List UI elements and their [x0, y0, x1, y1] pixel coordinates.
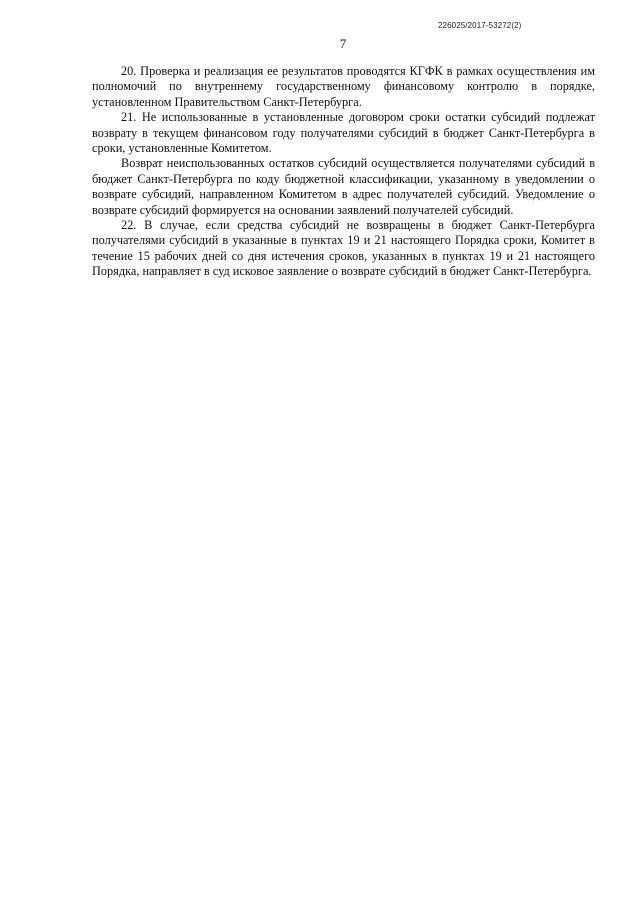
paragraph-21-return: Возврат неиспользованных остатков субсидий осуществляется получателями субсидий в бюджет Санкт-Петербурга по коду бюджетной классификации, указанному в уведомлении о возврате субсидий, направленном Комитетом в адрес получателей субсидий. Уведомление о возврате субсидий формируется на основании заявлений получателей субсидий. [92, 156, 595, 217]
document-body [92, 64, 595, 280]
paragraph-20: 20. Проверка и реализация ее результатов проводятся КГФК в рамках осуществления им полномочий по внутреннему государственному финансовому контролю в порядке, установленном Правительством Санкт-Петербурга. [92, 64, 595, 109]
page-number: 7 [339, 36, 347, 51]
paragraph-21: 21. Не использованные в установленные договором сроки остатки субсидий подлежат возврату в текущем финансовом году получателями субсидий в бюджет Санкт-Петербурга в сроки, установленные Комитетом. [92, 110, 595, 156]
document-id: 226025/2017-53272(2) [438, 21, 522, 30]
paragraph-22: 22. В случае, если средства субсидий не возвращены в бюджет Санкт-Петербурга получателями субсидий в указанные в пунктах 19 и 21 настоящего Порядка сроки, Комитет в течение 15 рабочих дней со дня истечения сроков, указанных в пунктах 19 и 21 настоящего Порядка, направляет в суд исковое заявление о возврате субсидий в бюджет Санкт-Петербурга. [92, 218, 595, 279]
